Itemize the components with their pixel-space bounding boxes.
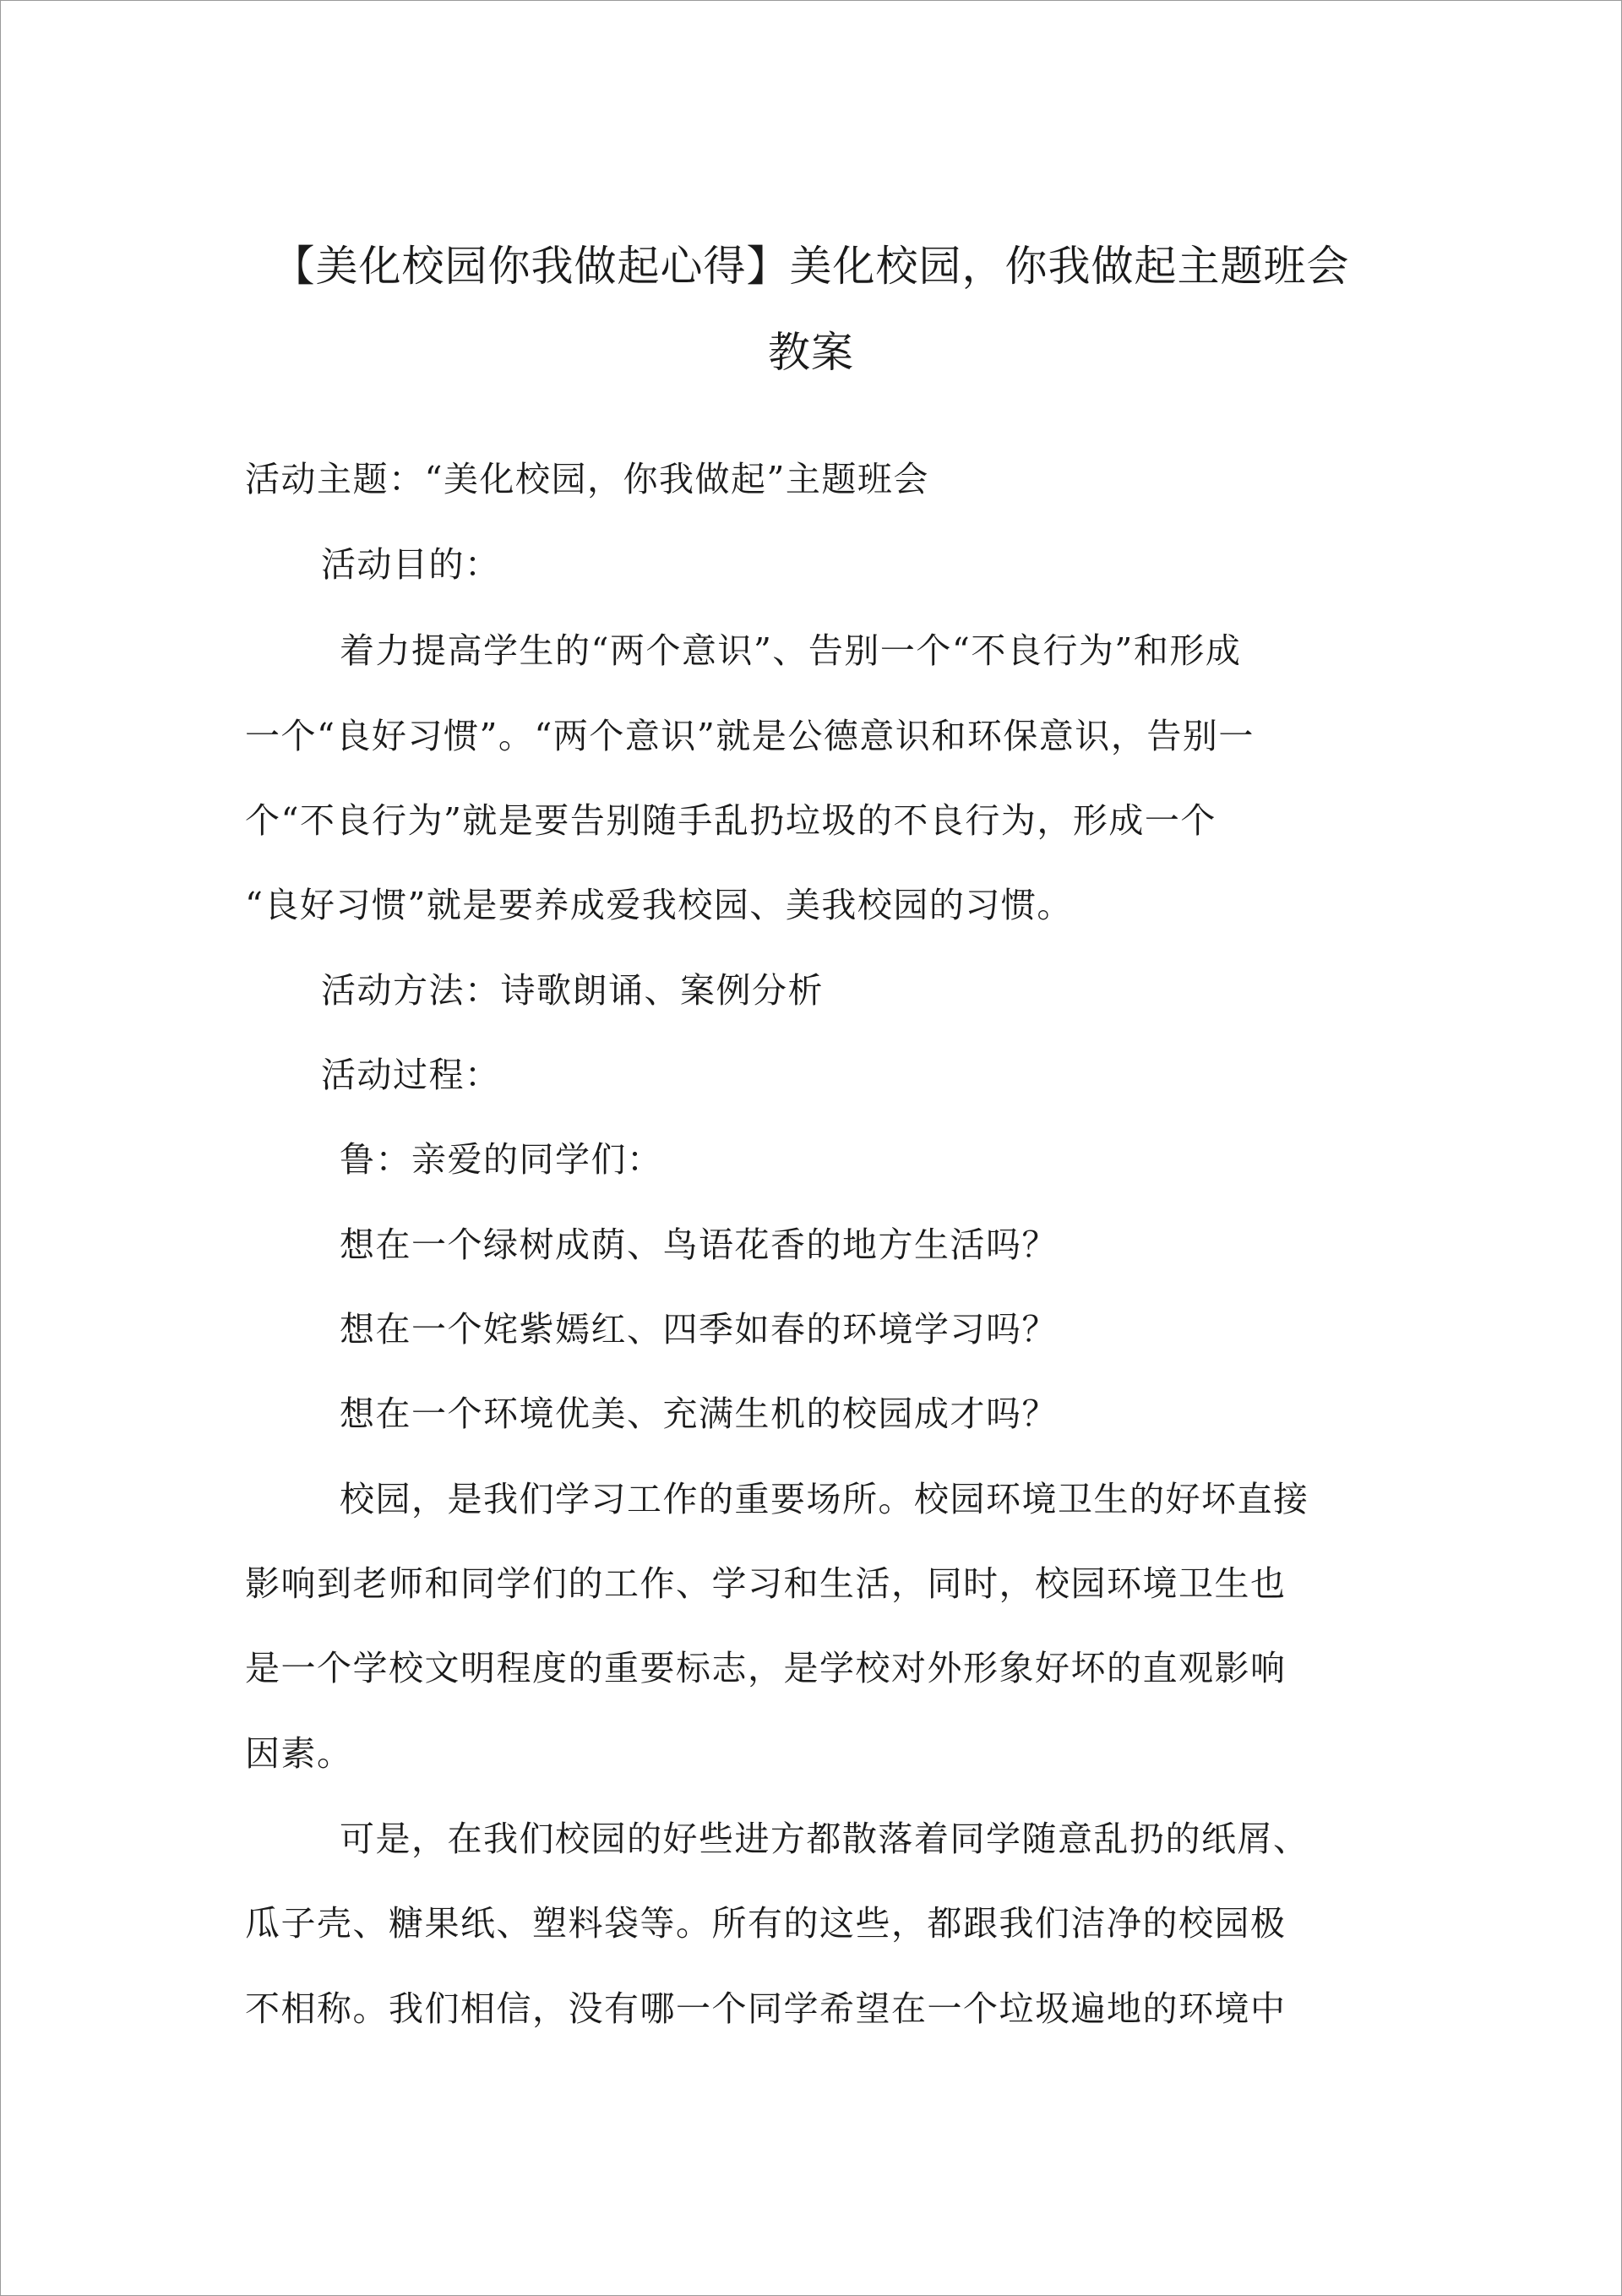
document-title-line-2: 教案 [768, 328, 854, 377]
activity-method: 活动方法：诗歌朗诵、案例分析 [321, 970, 824, 1011]
paragraph-line: 影响到老师和同学们的工作、学习和生活，同时，校园环境卫生也 [245, 1563, 1287, 1604]
document-title-line-1: 【美化校园你我做起心得】美化校园，你我做起主题班会 [272, 242, 1350, 291]
purpose-line: 一个“良好习惯”。“两个意识”就是公德意识和环保意识，告别一 [245, 716, 1255, 756]
paragraph-line: 可是，在我们校园的好些进方都散落着同学随意乱扔的纸屑、 [340, 1819, 1309, 1859]
paragraph-line: 是一个学校文明程度的重要标志，是学校对外形象好坏的直观影响 [245, 1648, 1287, 1688]
paragraph-line: 不相称。我们相信，没有哪一个同学希望在一个垃圾遍地的环境中 [245, 1988, 1287, 2029]
greeting: 鲁：亲爱的同学们： [340, 1139, 663, 1180]
purpose-line: 个“不良行为”就是要告别随手乱扔垃圾的不良行为，形成一个 [245, 800, 1216, 841]
purpose-heading: 活动目的： [321, 544, 501, 585]
question-line: 想在一个姹紫嫣红、四季如春的环境学习吗？ [340, 1309, 1058, 1350]
process-heading: 活动过程： [321, 1055, 501, 1095]
paragraph-line: 因素。 [245, 1733, 353, 1774]
question-line: 想在一个绿树成荫、鸟语花香的地方生活吗？ [340, 1224, 1058, 1265]
paragraph-line: 瓜子壳、糖果纸、塑料袋等。所有的这些，都跟我们洁净的校园极 [245, 1903, 1287, 1944]
activity-theme: 活动主题：“美化校园，你我做起”主题班会 [245, 459, 929, 499]
purpose-line: 着力提高学生的“两个意识”、告别一个“不良行为”和形成 [340, 630, 1242, 671]
paragraph-line: 校园，是我们学习工作的重要场所。校园环境卫生的好坏直接 [340, 1479, 1309, 1519]
purpose-line: “良好习惯”就是要养成爱我校园、美我校园的习惯。 [245, 885, 1073, 925]
question-line: 想在一个环境优美、充满生机的校园成才吗？ [340, 1393, 1058, 1434]
